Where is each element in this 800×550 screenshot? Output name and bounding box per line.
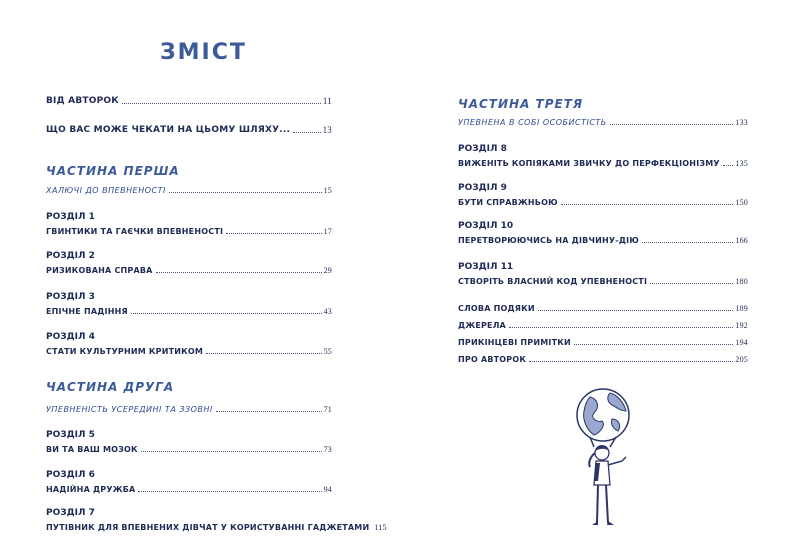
- entry-page: 17: [323, 227, 332, 236]
- dot-leader: [141, 451, 322, 452]
- entry-text: ХАЛЮЧІ ДО ВПЕВНЕНОСТІ: [46, 186, 166, 195]
- dot-leader: [156, 272, 322, 273]
- entry-page: 133: [735, 118, 748, 127]
- entry-page: 192: [735, 321, 748, 330]
- dot-leader: [206, 353, 322, 354]
- entry-text: ДЖЕРЕЛА: [458, 321, 506, 330]
- chapter-label: РОЗДІЛ 10: [458, 221, 514, 231]
- entry-page: 55: [323, 347, 332, 356]
- toc-entry-acknowledgements[interactable]: [458, 304, 748, 313]
- toc-entry-sources[interactable]: [458, 321, 748, 330]
- chapter-label: РОЗДІЛ 4: [46, 332, 95, 342]
- dot-leader: [122, 103, 321, 104]
- toc-entry-chapter-11[interactable]: [458, 277, 748, 286]
- entry-text: УПЕВНЕНА В СОБІ ОСОБИСТІСТЬ: [458, 118, 607, 127]
- chapter-label: РОЗДІЛ 5: [46, 430, 95, 440]
- dot-leader: [642, 242, 733, 243]
- toc-entry-what-awaits[interactable]: [46, 125, 332, 135]
- toc-entry-chapter-5[interactable]: [46, 445, 332, 454]
- chapter-label: РОЗДІЛ 6: [46, 470, 95, 480]
- part-one-title: ЧАСТИНА ПЕРША: [46, 164, 180, 178]
- toc-entry-chapter-4[interactable]: [46, 347, 332, 356]
- dot-leader: [169, 192, 322, 193]
- dot-leader: [538, 310, 734, 311]
- entry-text: ПЕРЕТВОРЮЮЧИСЬ НА ДІВЧИНУ-ДІЮ: [458, 236, 639, 245]
- entry-page: 135: [735, 159, 748, 168]
- entry-text: УПЕВНЕНІСТЬ УСЕРЕДИНІ ТА ЗЗОВНІ: [46, 405, 213, 414]
- dot-leader: [226, 233, 321, 234]
- entry-page: 73: [323, 445, 332, 454]
- dot-leader: [293, 132, 320, 133]
- chapter-label: РОЗДІЛ 8: [458, 144, 507, 154]
- entry-text: СЛОВА ПОДЯКИ: [458, 304, 535, 313]
- entry-page: 115: [374, 523, 387, 532]
- entry-text: ГВИНТИКИ ТА ГАЄЧКИ ВПЕВНЕНОСТІ: [46, 227, 224, 236]
- toc-entry-about-authors[interactable]: [458, 355, 748, 364]
- entry-text: ВИ ТА ВАШ МОЗОК: [46, 445, 138, 454]
- toc-entry-chapter-7[interactable]: [46, 523, 387, 532]
- entry-page: 194: [735, 338, 748, 347]
- entry-text: ПУТІВНИК ДЛЯ ВПЕВНЕНИХ ДІВЧАТ У КОРИСТУВАННІ ГАДЖЕТАМИ: [46, 523, 370, 532]
- toc-entry-part-two[interactable]: [46, 405, 332, 414]
- entry-text: БУТИ СПРАВЖНЬОЮ: [458, 198, 558, 207]
- dot-leader: [723, 165, 734, 166]
- chapter-label: РОЗДІЛ 2: [46, 251, 95, 261]
- entry-page: 180: [735, 277, 748, 286]
- chapter-label: РОЗДІЛ 11: [458, 262, 514, 272]
- entry-page: 71: [323, 405, 332, 414]
- toc-entry-chapter-6[interactable]: [46, 485, 332, 494]
- toc-entry-part-three[interactable]: [458, 118, 748, 127]
- dot-leader: [610, 124, 734, 125]
- entry-text: ПРИКІНЦЕВІ ПРИМІТКИ: [458, 338, 571, 347]
- entry-text: ВИЖЕНІТЬ КОПІЯКАМИ ЗВИЧКУ ДО ПЕРФЕКЦІОНІЗМУ: [458, 159, 720, 168]
- entry-page: 15: [323, 186, 332, 195]
- entry-page: 11: [322, 96, 332, 106]
- chapter-label: РОЗДІЛ 3: [46, 292, 95, 302]
- dot-leader: [138, 491, 321, 492]
- entry-page: 205: [735, 355, 748, 364]
- dot-leader: [216, 411, 322, 412]
- entry-page: 29: [323, 266, 332, 275]
- entry-page: 94: [323, 485, 332, 494]
- entry-page: 150: [735, 198, 748, 207]
- chapter-label: РОЗДІЛ 9: [458, 183, 507, 193]
- dot-leader: [650, 283, 733, 284]
- entry-page: 189: [735, 304, 748, 313]
- entry-text: СТВОРІТЬ ВЛАСНИЙ КОД УПЕВНЕНОСТІ: [458, 277, 648, 286]
- toc-entry-chapter-9[interactable]: [458, 198, 748, 207]
- toc-entry-chapter-2[interactable]: [46, 266, 332, 275]
- dot-leader: [529, 361, 733, 362]
- toc-entry-chapter-10[interactable]: [458, 236, 748, 245]
- entry-text: ЩО ВАС МОЖЕ ЧЕКАТИ НА ЦЬОМУ ШЛЯХУ...: [46, 125, 291, 135]
- chapter-label: РОЗДІЛ 1: [46, 212, 95, 222]
- entry-text: СТАТИ КУЛЬТУРНИМ КРИТИКОМ: [46, 347, 204, 356]
- entry-page: 43: [323, 307, 332, 316]
- dot-leader: [561, 204, 734, 205]
- entry-text: ПРО АВТОРОК: [458, 355, 527, 364]
- dot-leader: [574, 344, 733, 345]
- toc-title: ЗМІСТ: [160, 40, 247, 65]
- entry-text: ЕПІЧНЕ ПАДІННЯ: [46, 307, 128, 316]
- toc-entry-chapter-1[interactable]: [46, 227, 332, 236]
- toc-entry-chapter-3[interactable]: [46, 307, 332, 316]
- part-two-title: ЧАСТИНА ДРУГА: [46, 380, 175, 394]
- entry-text: РИЗИКОВАНА СПРАВА: [46, 266, 153, 275]
- dot-leader: [509, 327, 733, 328]
- toc-entry-part-one[interactable]: [46, 186, 332, 195]
- part-three-title: ЧАСТИНА ТРЕТЯ: [458, 97, 584, 111]
- dot-leader: [131, 313, 322, 314]
- entry-page: 166: [735, 236, 748, 245]
- entry-text: ВІД АВТОРОК: [46, 96, 119, 106]
- chapter-label: РОЗДІЛ 7: [46, 508, 95, 518]
- toc-entry-chapter-8[interactable]: [458, 159, 748, 168]
- toc-entry-from-authors[interactable]: [46, 96, 332, 106]
- girl-holding-globe-illustration: [560, 385, 650, 535]
- toc-entry-endnotes[interactable]: [458, 338, 748, 347]
- entry-page: 13: [322, 125, 332, 135]
- entry-text: НАДІЙНА ДРУЖБА: [46, 485, 136, 494]
